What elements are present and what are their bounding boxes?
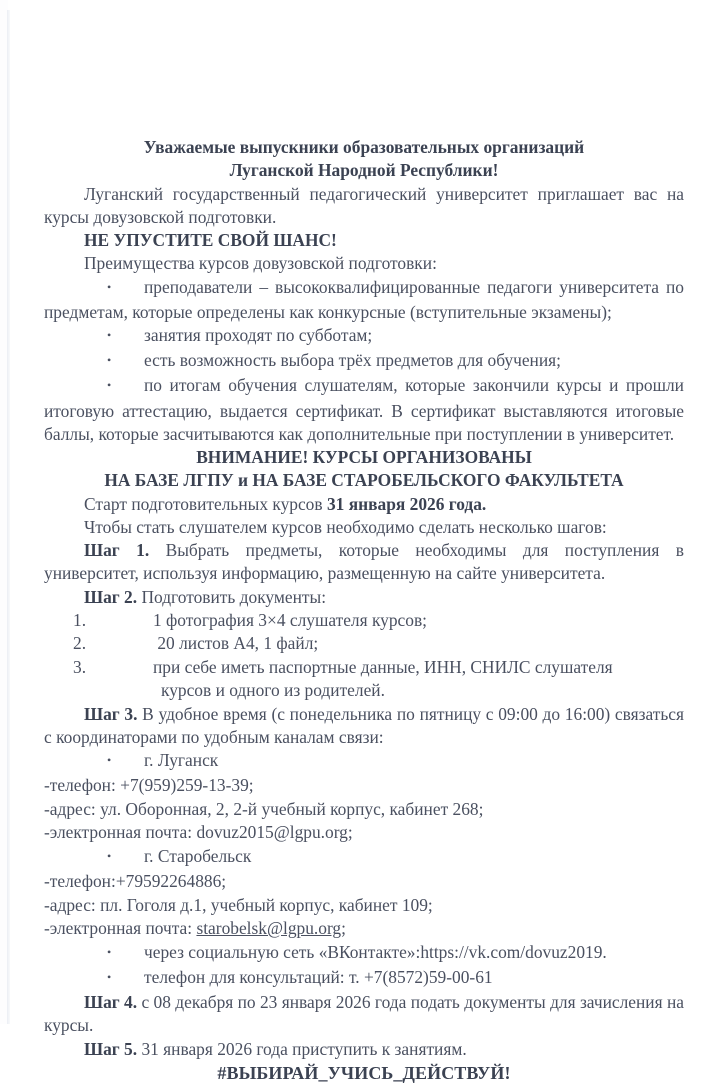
step-4-text: с 08 декабря по 23 января 2026 года подать документы для зачисления на курсы. <box>44 992 684 1036</box>
vk-text[interactable]: через социальную сеть «ВКонтакте»:https://vk.com/dovuz2019. <box>144 941 607 962</box>
list-item <box>44 656 684 679</box>
list-item <box>44 324 684 349</box>
slogan: НЕ УПУСТИТЕ СВОЙ ШАНС! <box>84 230 337 251</box>
list-item-text: 1 фотография 3×4 слушателя курсов; <box>153 609 428 630</box>
bullet-icon <box>44 966 144 991</box>
bullet-icon <box>44 324 144 349</box>
step-2-label: Шаг 2. <box>84 586 138 607</box>
email-label: -электронная почта: <box>44 918 197 939</box>
list-item-text: при себе иметь паспортные данные, ИНН, СНИЛС слушателя <box>153 656 613 677</box>
bullet-icon <box>44 374 144 399</box>
city-name: г. Луганск <box>144 749 219 770</box>
start-date-line <box>44 493 684 516</box>
step-5 <box>44 1038 684 1061</box>
title-line-1: Уважаемые выпускники образовательных организаций <box>143 137 585 157</box>
step-2-text: Подготовить документы: <box>137 586 327 607</box>
bullet-icon <box>44 349 144 374</box>
step-5-label: Шаг 5. <box>84 1038 138 1059</box>
attention-heading-line-1: ВНИМАНИЕ! КУРСЫ ОРГАНИЗОВАНЫ <box>196 447 532 468</box>
city-name: г. Старобельск <box>144 845 252 866</box>
bullet-icon <box>44 749 144 774</box>
step-4-label: Шаг 4. <box>84 992 138 1013</box>
scan-edge-line <box>7 10 10 1024</box>
list-item <box>44 276 684 324</box>
attention-heading <box>44 446 684 493</box>
starobelsk-address: -адрес: пл. Гоголя д.1, учебный корпус, кабинет 109; <box>44 894 433 915</box>
list-item <box>44 609 684 632</box>
list-item-number: 1. <box>73 609 87 630</box>
title-line-2: Луганской Народной Республики! <box>229 160 499 181</box>
vk-line <box>44 941 684 966</box>
list-item <box>44 632 684 655</box>
list-item-text: есть возможность выбора трёх предметов для обучения; <box>144 350 561 371</box>
list-item-text: 20 листов А4, 1 файл; <box>153 633 319 654</box>
start-date-value: 31 января 2026 года. <box>326 493 487 514</box>
bullet-icon <box>44 845 144 870</box>
documents-list <box>44 609 684 679</box>
list-item-text: преподаватели – высококвалифицированные педагоги университета по предметам, которые определены как конкурсные (вступительные экзамены); <box>44 276 684 322</box>
email-suffix: ; <box>347 822 353 843</box>
document-body <box>44 136 684 1084</box>
step-3-label: Шаг 3. <box>84 703 138 724</box>
consultation-text: телефон для консультаций: т. +7(8572)59-00-61 <box>144 967 493 988</box>
intro-paragraph: Луганский государственный педагогический университет приглашает вас на курсы довузовской подготовки. <box>44 183 684 228</box>
lugansk-email-line <box>44 821 684 845</box>
step-3 <box>44 703 684 749</box>
attention-heading-line-2: НА БАЗЕ ЛГПУ и НА БАЗЕ СТАРОБЕЛЬСКОГО ФАКУЛЬТЕТА <box>104 470 624 491</box>
advantages-lead: Преимущества курсов довузовской подготовки: <box>84 253 437 274</box>
lugansk-address: -адрес: ул. Оборонная, 2, 2-й учебный корпус, кабинет 268; <box>44 798 484 819</box>
list-item <box>44 349 684 374</box>
starobelsk-email-line <box>44 917 684 941</box>
list-item-text: по итогам обучения слушателям, которые закончили курсы и прошли итоговую аттестацию, выдается сертификат. В сертификат выставляются итоговые баллы, которые засчитываются как дополнительные при поступлении в университет. <box>44 375 684 444</box>
step-2 <box>44 586 684 609</box>
bullet-icon <box>44 941 144 966</box>
email-suffix: ; <box>341 918 346 939</box>
city-lugansk-bullet <box>44 749 684 774</box>
start-date-prefix: Старт подготовительных курсов <box>84 493 327 514</box>
steps-lead: Чтобы стать слушателем курсов необходимо сделать несколько шагов: <box>84 517 607 538</box>
hashtag-slogan: #ВЫБИРАЙ_УЧИСЬ_ДЕЙСТВУЙ! <box>217 1062 511 1083</box>
list-item-number: 2. <box>73 633 87 654</box>
step-1-text: Выбрать предметы, которые необходимы для поступления в университет, используя информацию, размещенную на сайте университета. <box>44 540 684 584</box>
list-item <box>44 374 684 446</box>
lugansk-phone: -телефон: +7(959)259-13-39; <box>44 775 254 796</box>
advantages-list <box>44 276 684 446</box>
starobelsk-phone: -телефон:+79592264886; <box>44 871 227 892</box>
step-1-label: Шаг 1. <box>84 540 150 561</box>
page-title <box>44 136 684 183</box>
lugansk-email[interactable]: dovuz2015@lgpu.org <box>196 822 348 843</box>
bullet-icon <box>44 276 144 301</box>
step-5-text: 31 января 2026 года приступить к занятиям. <box>137 1038 467 1059</box>
list-item-text: занятия проходят по субботам; <box>144 325 373 346</box>
step-3-text: В удобное время (с понедельника по пятницу с 09:00 до 16:00) связаться с координаторами по удобным каналам связи: <box>44 703 684 747</box>
list-item-number: 3. <box>73 656 87 677</box>
consultation-line <box>44 966 684 991</box>
list-item-continuation: курсов и одного из родителей. <box>161 680 385 701</box>
step-4 <box>44 991 684 1037</box>
step-1 <box>44 539 684 585</box>
city-starobelsk-bullet <box>44 845 684 870</box>
starobelsk-email[interactable]: starobelsk@lgpu.org <box>196 918 342 939</box>
email-label: -электронная почта: <box>44 822 197 843</box>
